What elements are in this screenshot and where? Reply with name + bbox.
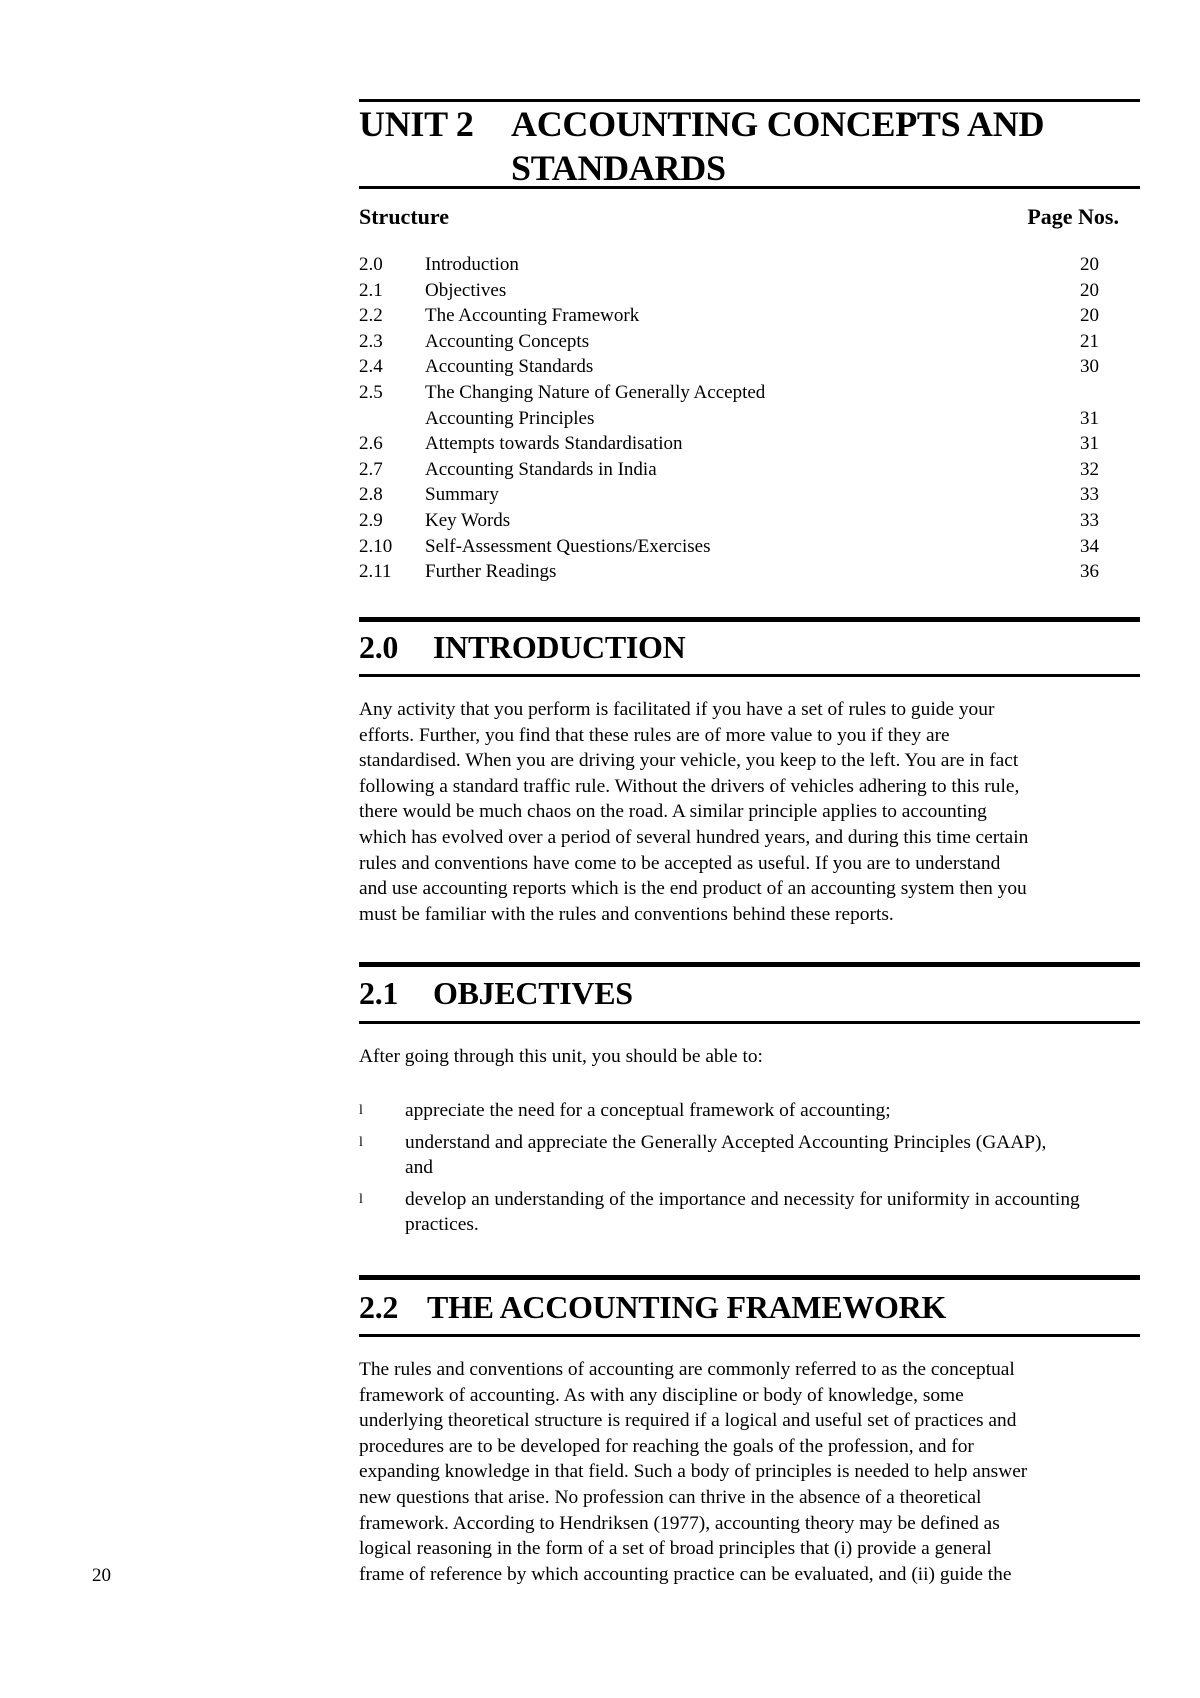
paragraph-line: there would be much chaos on the road. A similar principle applies to accounting — [359, 801, 987, 823]
objectives-heading — [359, 973, 1140, 1013]
bullet-text: understand and appreciate the Generally Accepted Accounting Principles (GAAP), and — [405, 1131, 1047, 1179]
toc-title: Self-Assessment Questions/Exercises — [425, 535, 711, 557]
paragraph-line: efforts. Further, you find that these rules are of more value to you if they are — [359, 724, 950, 746]
toc-row — [359, 278, 1099, 304]
structure-heading-row — [359, 204, 1119, 230]
framework-bottom-rule — [359, 1334, 1140, 1337]
toc-row — [359, 380, 1099, 406]
toc-title: The Accounting Framework — [425, 305, 640, 327]
objectives-list — [359, 1098, 1140, 1244]
intro-heading — [359, 627, 1140, 667]
toc-page: 30 — [1080, 356, 1099, 378]
page-number: 20 — [92, 1565, 111, 1586]
toc-page: 34 — [1080, 535, 1099, 557]
paragraph-line: framework. According to Hendriksen (1977), accounting theory may be defined as — [359, 1512, 1000, 1534]
toc-title: Attempts towards Standardisation — [425, 433, 683, 455]
toc-row — [359, 406, 1099, 432]
toc-title: Accounting Standards — [425, 356, 594, 378]
toc-number: 2.2 — [359, 305, 383, 327]
toc-page — [1059, 380, 1099, 406]
section-title — [359, 627, 1140, 667]
intro-top-rule — [359, 617, 1140, 622]
section-title — [359, 973, 1140, 1013]
toc-number: 2.5 — [359, 381, 383, 403]
section-title — [359, 1287, 1140, 1327]
toc-row — [359, 508, 1099, 534]
table-of-contents — [359, 252, 1099, 585]
paragraph-line: procedures are to be developed for reaching the goals of the profession, and for — [359, 1435, 974, 1457]
paragraph-line: following a standard traffic rule. Without the drivers of vehicles adhering to this rule, — [359, 775, 1020, 797]
toc-row — [359, 303, 1099, 329]
unit-label: UNIT 2 — [359, 104, 474, 144]
objectives-lead — [359, 1044, 1140, 1070]
toc-row — [359, 559, 1099, 585]
toc-row — [359, 534, 1099, 560]
bullet-marker: l — [359, 1134, 363, 1150]
paragraph-line: and use accounting reports which is the end product of an accounting system then you — [359, 878, 1027, 900]
section-title-text: INTRODUCTION — [433, 629, 686, 665]
section-number: 2.2 — [359, 1289, 399, 1325]
toc-number: 2.0 — [359, 254, 383, 275]
section-title-text: OBJECTIVES — [433, 975, 633, 1011]
bullet-marker: l — [359, 1191, 363, 1207]
paragraph-line: which has evolved over a period of several hundred years, and during this time certain — [359, 826, 1029, 848]
toc-row — [359, 354, 1099, 380]
toc-row — [359, 252, 1099, 278]
toc-number — [359, 406, 425, 432]
toc-page: 36 — [1080, 561, 1099, 583]
paragraph-line: After going through this unit, you should be able to: — [359, 1046, 763, 1067]
section-title-text: THE ACCOUNTING FRAMEWORK — [427, 1289, 947, 1325]
toc-row — [359, 457, 1099, 483]
objectives-top-rule — [359, 962, 1140, 967]
bullet-marker: l — [359, 1103, 363, 1118]
toc-number: 2.6 — [359, 433, 383, 455]
toc-page: 21 — [1080, 330, 1099, 352]
paragraph-line: expanding knowledge in that field. Such a body of principles is needed to help answer — [359, 1461, 1028, 1483]
toc-page: 31 — [1080, 433, 1099, 455]
toc-title: Introduction — [425, 254, 519, 275]
toc-page: 32 — [1080, 458, 1099, 480]
framework-top-rule — [359, 1275, 1140, 1280]
toc-row — [359, 329, 1099, 355]
header-bottom-rule — [359, 186, 1140, 189]
intro-bottom-rule — [359, 674, 1140, 677]
toc-number: 2.10 — [359, 535, 393, 557]
toc-number: 2.3 — [359, 330, 383, 352]
toc-page: 20 — [1080, 254, 1099, 275]
paragraph-line: new questions that arise. No profession can thrive in the absence of a theoretical — [359, 1486, 982, 1508]
toc-title: Accounting Standards in India — [425, 458, 657, 480]
toc-title: Key Words — [425, 509, 511, 531]
section-number: 2.0 — [359, 629, 399, 665]
paragraph-line: Any activity that you perform is facilitated if you have a set of rules to guide your — [359, 699, 995, 720]
toc-number: 2.4 — [359, 356, 383, 378]
toc-page: 33 — [1080, 509, 1099, 531]
unit-title-line1: ACCOUNTING CONCEPTS AND — [511, 104, 1045, 144]
framework-paragraph — [359, 1357, 1140, 1587]
toc-number: 2.7 — [359, 458, 383, 480]
bullet-text: develop an understanding of the importance and necessity for uniformity in accounting practices. — [405, 1188, 1080, 1236]
toc-page: 33 — [1080, 484, 1099, 506]
toc-number: 2.8 — [359, 484, 383, 506]
toc-number: 2.1 — [359, 279, 383, 301]
toc-title: Further Readings — [425, 561, 557, 583]
bullet-text: appreciate the need for a conceptual framework of accounting; — [405, 1100, 891, 1121]
toc-page: 31 — [1080, 407, 1099, 429]
toc-page: 20 — [1080, 305, 1099, 327]
paragraph-line: framework of accounting. As with any discipline or body of knowledge, some — [359, 1384, 964, 1406]
unit-title-text — [511, 102, 1111, 190]
toc-row — [359, 482, 1099, 508]
list-item — [359, 1130, 1140, 1181]
structure-heading: Structure — [359, 204, 450, 229]
intro-paragraph — [359, 697, 1140, 927]
toc-number: 2.9 — [359, 509, 383, 531]
toc-title: Summary — [425, 484, 499, 506]
paragraph-line: underlying theoretical structure is required if a logical and useful set of practices and — [359, 1410, 1017, 1432]
toc-page: 20 — [1080, 279, 1099, 301]
toc-row — [359, 431, 1099, 457]
unit-title — [359, 102, 1111, 190]
toc-title: The Changing Nature of Generally Accepted — [425, 381, 766, 403]
section-number: 2.1 — [359, 975, 399, 1011]
paragraph-line: frame of reference by which accounting practice can be evaluated, and (ii) guide the — [359, 1563, 1012, 1585]
unit-title-line2: STANDARDS — [511, 148, 726, 188]
paragraph-line: The rules and conventions of accounting are commonly referred to as the conceptual — [359, 1359, 1015, 1380]
toc-title: Accounting Principles — [425, 407, 595, 429]
framework-heading — [359, 1287, 1140, 1327]
objectives-bottom-rule — [359, 1021, 1140, 1024]
paragraph-line: must be familiar with the rules and conventions behind these reports. — [359, 903, 894, 925]
toc-number: 2.11 — [359, 561, 392, 583]
toc-title: Accounting Concepts — [425, 330, 590, 352]
paragraph-line: standardised. When you are driving your vehicle, you keep to the left. You are in fact — [359, 750, 1019, 772]
toc-title: Objectives — [425, 279, 507, 301]
paragraph-line: rules and conventions have come to be accepted as useful. If you are to understand — [359, 852, 1001, 874]
page-nos-heading: Page Nos. — [1027, 204, 1119, 229]
paragraph-line: logical reasoning in the form of a set of broad principles that (i) provide a general — [359, 1538, 992, 1560]
unit-header — [359, 102, 1111, 190]
list-item — [359, 1187, 1140, 1238]
list-item — [359, 1098, 1140, 1124]
